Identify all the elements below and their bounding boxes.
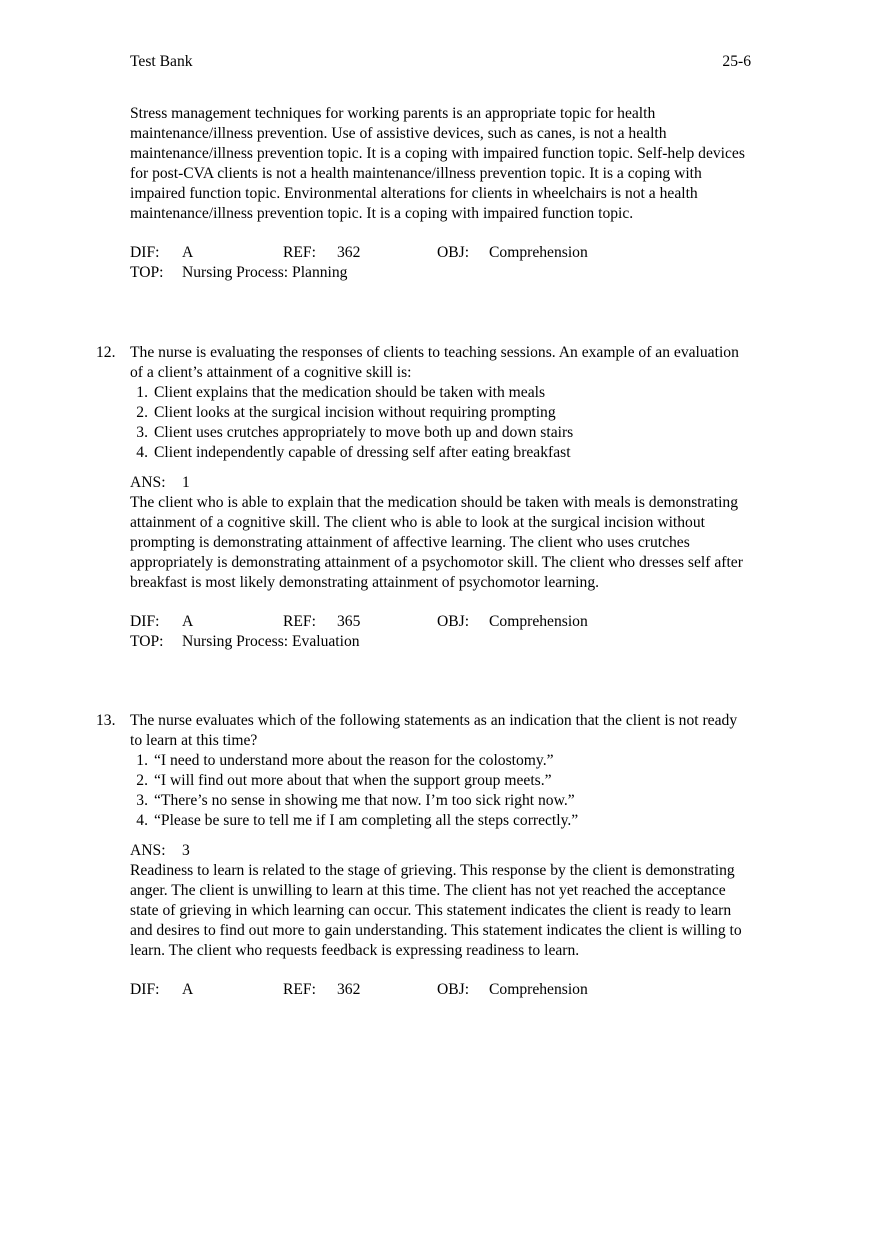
header-title: Test Bank [130,53,193,70]
answer-row [130,841,752,861]
question-12 [96,343,752,652]
option-number: 2. [136,772,148,789]
top-value: Nursing Process: Evaluation [182,633,360,650]
top-value: Nursing Process: Planning [182,264,348,281]
ans-value: 3 [182,842,190,859]
page-header [130,52,751,72]
ref-value: 362 [337,981,361,998]
ref-label: REF: [283,244,316,261]
option-number: 1. [136,384,148,401]
option [130,443,752,463]
answer-row [130,473,752,493]
option-number: 3. [136,424,148,441]
ans-value: 1 [182,474,190,491]
dif-value: A [182,613,194,630]
option [130,771,752,791]
dif-label: DIF: [130,613,160,630]
option-number: 2. [136,404,148,421]
rationale-text: The client who is able to explain that the medication should be taken with meals is demonstrating attainment of a cognitive skill. The client who is able to look at the surgical incision without prompting is demonstrating attainment of affective learning. The client who uses crutches appropriately is demonstrating attainment of a psychomotor skill. The client who dresses self after breakfast is most likely demonstrating attainment of psychomotor learning. [130,494,743,591]
option [130,383,752,403]
option-text: Client uses crutches appropriately to move both up and down stairs [154,424,574,441]
option [130,423,752,443]
prev-question-continuation [130,104,752,283]
question-stem: The nurse is evaluating the responses of clients to teaching sessions. An example of an evaluation of a client’s attainment of a cognitive skill is: [130,344,739,381]
meta-row [130,243,752,263]
dif-label: DIF: [130,981,160,998]
option-number: 4. [136,444,148,461]
options-list [130,383,752,463]
ref-label: REF: [283,613,316,630]
ref-label: REF: [283,981,316,998]
ans-label: ANS: [130,474,166,491]
top-label: TOP: [130,264,164,281]
option-text: Client independently capable of dressing self after eating breakfast [154,444,571,461]
topic-row [130,632,752,652]
option [130,791,752,811]
option-number: 3. [136,792,148,809]
obj-value: Comprehension [489,244,588,261]
rationale-text: Readiness to learn is related to the stage of grieving. This response by the client is demonstrating anger. The client is unwilling to learn at this time. The client has not yet reached the acceptance state of grieving in which learning can occur. This statement indicates the client is ready to learn and desires to find out more to gain understanding. This statement indicates the client is willing to learn. The client who requests feedback is expressing readiness to learn. [130,862,742,959]
options-list [130,751,752,831]
obj-label: OBJ: [437,613,470,630]
question-stem: The nurse evaluates which of the following statements as an indication that the client is not ready to learn at this time? [130,712,738,749]
option-text: Client looks at the surgical incision without requiring prompting [154,404,556,421]
ans-label: ANS: [130,842,166,859]
obj-label: OBJ: [437,981,470,998]
option-text: “I will find out more about that when the support group meets.” [154,772,552,789]
option-text: Client explains that the medication should be taken with meals [154,384,546,401]
option [130,811,752,831]
option-text: “There’s no sense in showing me that now. I’m too sick right now.” [154,792,575,809]
meta-row [130,612,752,632]
question-number: 12. [96,344,116,361]
dif-value: A [182,981,194,998]
meta-row [130,980,752,1000]
option-number: 4. [136,812,148,829]
ref-value: 365 [337,613,361,630]
option-text: “Please be sure to tell me if I am completing all the steps correctly.” [154,812,579,829]
rationale-text: Stress management techniques for working parents is an appropriate topic for health maintenance/illness prevention. Use of assistive devices, such as canes, is not a health maintenance/illness prevention topic. It is a coping with impaired function topic. Self-help devices for post-CVA clients is not a health maintenance/illness prevention topic. It is a coping with impaired function topic. Environmental alterations for clients in wheelchairs is not a health maintenance/illness prevention topic. It is a coping with impaired function topic. [130,105,745,222]
ref-value: 362 [337,244,361,261]
obj-value: Comprehension [489,981,588,998]
option-text: “I need to understand more about the reason for the colostomy.” [154,752,554,769]
question-13 [96,711,752,1000]
dif-value: A [182,244,194,261]
option [130,403,752,423]
topic-row [130,263,752,283]
option [130,751,752,771]
obj-value: Comprehension [489,613,588,630]
option-number: 1. [136,752,148,769]
dif-label: DIF: [130,244,160,261]
page-number: 25-6 [722,53,751,70]
top-label: TOP: [130,633,164,650]
question-number: 13. [96,712,116,729]
obj-label: OBJ: [437,244,470,261]
